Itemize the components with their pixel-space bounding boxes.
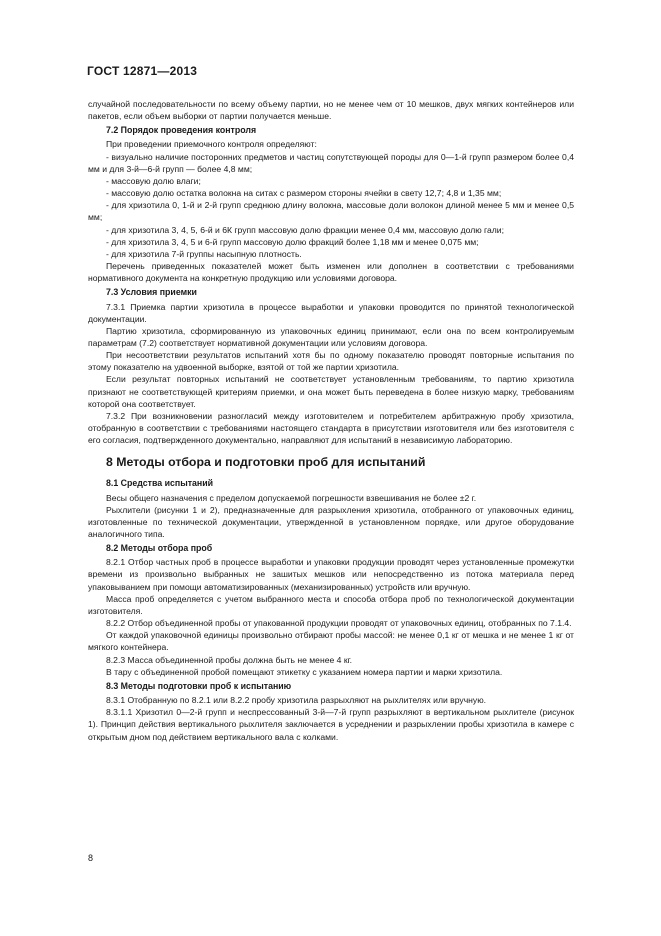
paragraph: - для хризотила 3, 4, 5, 6-й и 6К групп массовую долю фракции менее 0,4 мм, массовую долю гали; xyxy=(106,224,504,235)
paragraph: 8.2.2 Отбор объединенной пробы от упакованной продукции проводят от упаковочных единиц, отобранных по 7.1.4. xyxy=(106,618,572,629)
paragraph: - для хризотила 7-й группы насыпную плотность. xyxy=(106,248,302,259)
paragraph: 7.3.1 Приемка партии хризотила в процессе выработки и упаковки проводится по принятой технологической документации. xyxy=(88,301,574,324)
page-header: ГОСТ 12871—2013 xyxy=(87,64,198,78)
paragraph: - визуально наличие посторонних предметов и частиц сопутствующей породы для 0—1-й групп размером более 0,4 мм и для 3-й—6-й групп — более 4,8 мм; xyxy=(88,151,574,174)
subsection-heading: 8.2 Методы отбора проб xyxy=(106,543,213,554)
paragraph: При проведении приемочного контроля определяют: xyxy=(106,139,317,150)
section-heading: 8 Методы отбора и подготовки проб для испытаний xyxy=(106,455,426,470)
paragraph: При несоответствии результатов испытаний хотя бы по одному показателю проводят повторные испытания по этому показателю на удвоенной выборке, взятой от той же партии хризотила. xyxy=(88,350,574,373)
paragraph: Масса проб определяется с учетом выбранного места и способа отбора проб по технологической документации изготовителя. xyxy=(88,593,574,616)
paragraph: 8.2.3 Масса объединенной пробы должна быть не менее 4 кг. xyxy=(106,654,353,665)
paragraph: В тару с объединенной пробой помещают этикетку с указанием номера партии и марки хризотила. xyxy=(106,666,503,677)
paragraph: случайной последовательности по всему объему партии, но не менее чем от 10 мешков, двух мягких контейнеров или пакетов, если объем выборки от партии получается меньше. xyxy=(88,99,574,122)
subsection-heading: 7.2 Порядок проведения контроля xyxy=(106,125,257,136)
paragraph: 8.3.1 Отобранную по 8.2.1 или 8.2.2 пробу хризотила разрыхляют на рыхлителях или вручную. xyxy=(106,695,487,706)
paragraph: 8.3.1.1 Хризотил 0—2-й групп и неспрессованный 3-й—7-й групп разрыхляют в вертикальном рыхлителе (рисунок 1). Принцип действия вертикального рыхлителя заключается в усреднении и разрыхлении пробы хризотила в камере с открытым дном под действием вертикального вала с колками. xyxy=(88,707,574,742)
paragraph: Весы общего назначения с пределом допускаемой погрешности взвешивания не более ±2 г. xyxy=(106,492,477,503)
paragraph: Рыхлители (рисунки 1 и 2), предназначенные для разрыхления хризотила, отобранного от упаковочных единиц, изготовленные по технической документации, утвержденной в установленном порядке, или другое оборудование аналогичного типа. xyxy=(88,504,574,539)
subsection-heading: 8.1 Средства испытаний xyxy=(106,478,214,489)
paragraph: Перечень приведенных показателей может быть изменен или дополнен в соответствии с требованиями нормативного документа на конкретную продукцию или условиями договора. xyxy=(88,261,574,284)
paragraph: - массовую долю остатка волокна на ситах с размером стороны ячейки в свету 12,7; 4,8 и 1,35 мм; xyxy=(106,188,502,199)
paragraph: - массовую долю влаги; xyxy=(106,175,201,186)
paragraph: 7.3.2 При возникновении разногласий между изготовителем и потребителем арбитражную пробу хризотила, отобранную в соответствии с требованиями настоящего стандарта в присутствии изготовителя или без изготовителя с его согласия, подтвержденного документально, направляют для испытаний в независимую лабораторию. xyxy=(88,410,574,446)
subsection-heading: 7.3 Условия приемки xyxy=(106,287,197,298)
page-content xyxy=(88,98,574,743)
paragraph: - для хризотила 0, 1-й и 2-й групп среднюю длину волокна, массовые доли волокон длиной менее 5 мм и менее 0,5 мм; xyxy=(88,200,574,223)
paragraph: От каждой упаковочной единицы произвольно отбирают пробы массой: не менее 0,1 кг от мешка и не менее 1 кг от мягкого контейнера. xyxy=(88,630,574,653)
paragraph: 8.2.1 Отбор частных проб в процессе выработки и упаковки продукции проводят через установленные промежутки времени из произвольно выбранных не зашитых мешков или непосредственно из потока материала перед упаковыванием при помощи автоматизированных (механизированных) устройств или вручную. xyxy=(88,557,574,592)
paragraph: Если результат повторных испытаний не соответствует установленным требованиям, то партию хризотила признают не соответствующей критериям приемки, и она может быть переведена в более низкую марку, требованиям которой она соответствует. xyxy=(88,374,574,409)
paragraph: Партию хризотила, сформированную из упаковочных единиц принимают, если она по всем контролируемым параметрам (7.2) соответствует нормативной документации или условиям договора. xyxy=(88,325,574,348)
page-number: 8 xyxy=(88,853,94,863)
paragraph: - для хризотила 3, 4, 5 и 6-й групп массовую долю фракций более 1,18 мм и менее 0,075 мм; xyxy=(106,236,479,247)
subsection-heading: 8.3 Методы подготовки проб к испытанию xyxy=(106,680,292,691)
